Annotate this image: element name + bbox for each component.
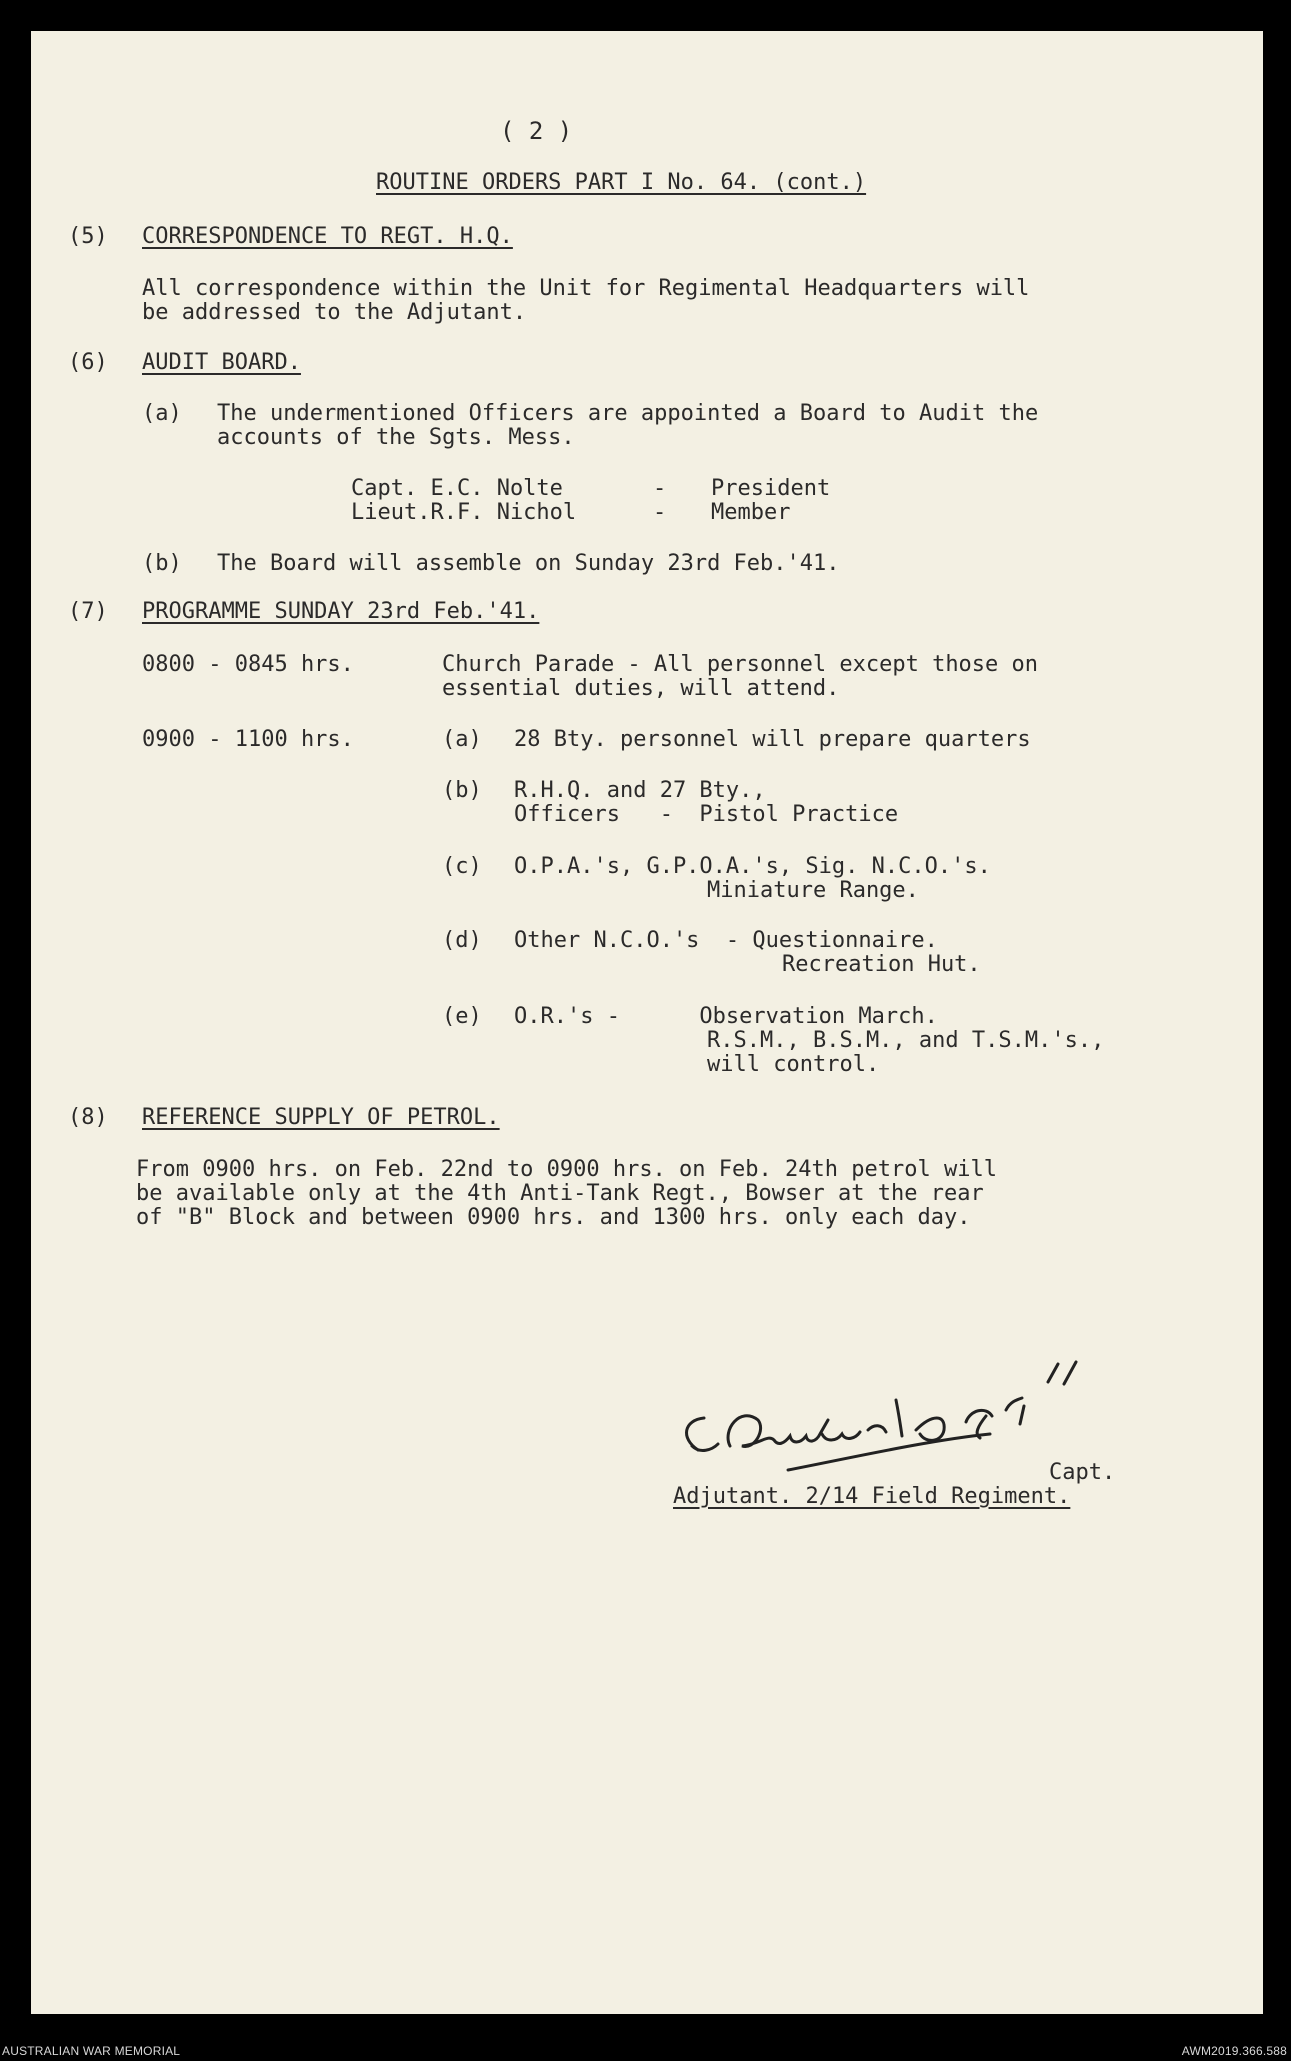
schedule-item-line-2: Recreation Hut. xyxy=(782,952,981,977)
footer-institution: AUSTRALIAN WAR MEMORIAL xyxy=(2,2044,181,2058)
schedule-item-label: (b) xyxy=(442,778,482,803)
section-6a-line-1: The undermentioned Officers are appointed a Board to Audit the xyxy=(217,401,1039,426)
board-member-dash: - xyxy=(653,500,667,525)
section-6-heading: AUDIT BOARD. xyxy=(142,350,301,375)
schedule-time: 0800 - 0845 hrs. xyxy=(142,652,354,677)
signatory-title: Adjutant. 2/14 Field Regiment. xyxy=(673,1484,1071,1509)
signatory-rank: Capt. xyxy=(1049,1460,1116,1485)
schedule-item-label: (a) xyxy=(442,727,482,752)
schedule-item-line-1: O.P.A.'s, G.P.O.A.'s, Sig. N.C.O.'s. xyxy=(514,854,991,879)
section-5-number: (5) xyxy=(68,224,108,249)
schedule-time: 0900 - 1100 hrs. xyxy=(142,727,354,752)
section-8-heading: REFERENCE SUPPLY OF PETROL. xyxy=(142,1105,500,1130)
footer-accession-number: AWM2019.366.588 xyxy=(1181,2044,1287,2058)
section-5-body-line-1: All correspondence within the Unit for Regimental Headquarters will xyxy=(142,276,1030,301)
section-6-number: (6) xyxy=(68,350,108,375)
section-7-heading: PROGRAMME SUNDAY 23rd Feb.'41. xyxy=(142,599,540,624)
document-title: ROUTINE ORDERS PART I No. 64. (cont.) xyxy=(376,170,867,195)
page-number: ( 2 ) xyxy=(500,117,573,145)
section-8-body-line-1: From 0900 hrs. on Feb. 22nd to 0900 hrs. on Feb. 24th petrol will xyxy=(136,1157,997,1182)
schedule-item-line-1: 28 Bty. personnel will prepare quarters xyxy=(514,727,1031,752)
schedule-item-label: (c) xyxy=(442,854,482,879)
schedule-activity-line-2: essential duties, will attend. xyxy=(442,676,840,701)
board-member-role: Member xyxy=(711,500,791,525)
schedule-activity-line-1: Church Parade - All personnel except those on xyxy=(442,652,1039,677)
schedule-item-line-2: R.S.M., B.S.M., and T.S.M.'s., xyxy=(707,1028,1105,1053)
schedule-item-line-1: O.R.'s - Observation March. xyxy=(514,1004,938,1029)
section-6b-text: The Board will assemble on Sunday 23rd Feb.'41. xyxy=(217,551,840,576)
section-5-heading: CORRESPONDENCE TO REGT. H.Q. xyxy=(142,224,513,249)
board-member-dash: - xyxy=(653,476,667,501)
section-7-number: (7) xyxy=(68,599,108,624)
board-member-name: Lieut.R.F. Nichol xyxy=(351,500,577,525)
schedule-item-line-3: will control. xyxy=(707,1052,880,1077)
schedule-item-label: (e) xyxy=(442,1004,482,1029)
schedule-item-label: (d) xyxy=(442,928,482,953)
section-6a-line-2: accounts of the Sgts. Mess. xyxy=(217,425,575,450)
section-6b-label: (b) xyxy=(142,551,182,576)
board-member-name: Capt. E.C. Nolte xyxy=(351,476,563,501)
section-8-number: (8) xyxy=(68,1105,108,1130)
schedule-item-line-2: Miniature Range. xyxy=(707,878,919,903)
section-8-body-line-3: of "B" Block and between 0900 hrs. and 1300 hrs. only each day. xyxy=(136,1205,971,1230)
section-8-body-line-2: be available only at the 4th Anti-Tank Regt., Bowser at the rear xyxy=(136,1181,984,1206)
board-member-role: President xyxy=(711,476,831,501)
schedule-item-line-1: Other N.C.O.'s - Questionnaire. xyxy=(514,928,938,953)
section-5-body-line-2: be addressed to the Adjutant. xyxy=(142,300,527,325)
handwritten-signature xyxy=(670,1350,1110,1490)
schedule-item-line-2: Officers - Pistol Practice xyxy=(514,802,899,827)
schedule-item-line-1: R.H.Q. and 27 Bty., xyxy=(514,778,766,803)
section-6a-label: (a) xyxy=(142,401,182,426)
